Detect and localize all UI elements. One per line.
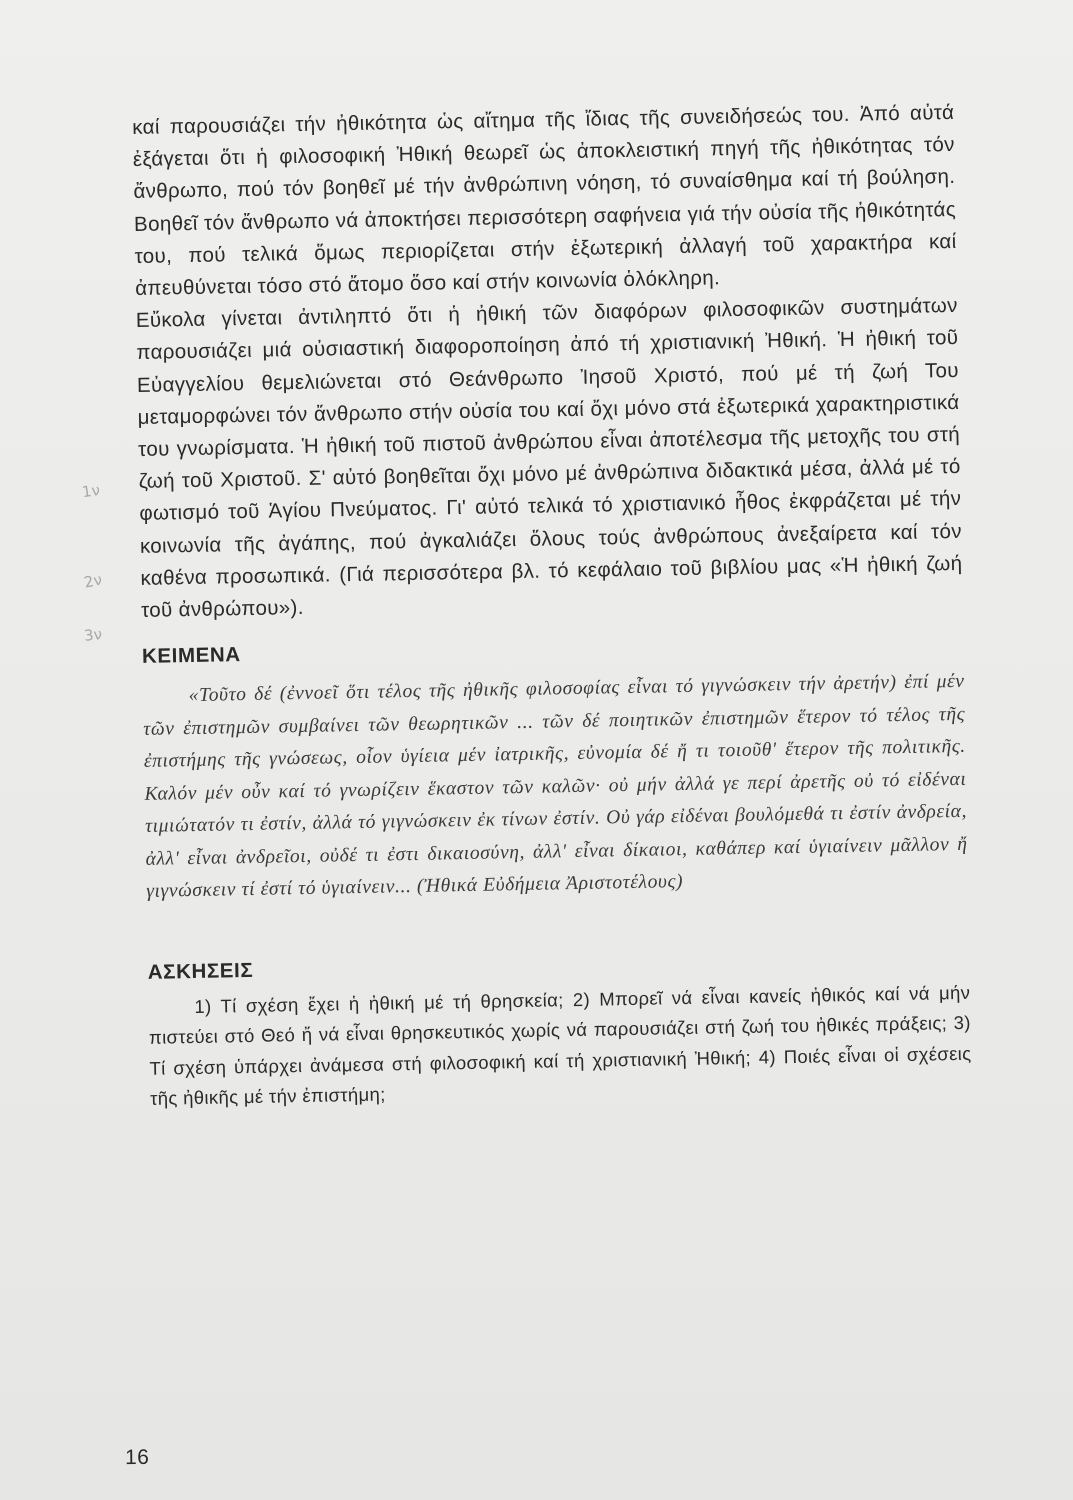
paragraph-2: Εὔκολα γίνεται ἀντιληπτό ὅτι ἡ ἠθική τῶν διαφόρων φιλοσοφικῶν συστημάτων παρουσιάζει μιά οὐσιαστική διαφοροποίηση ἀπό τή χριστιανική Ἠθική. Ἡ ἠθική τοῦ Εὐαγγελίου θεμελιώνεται στό Θεάνθρωπο Ἰησοῦ Χριστό, πού μέ τή ζωή Του μεταμορφώνει τόν ἄνθρωπο στήν οὐσία του καί ὄχι μόνο στά ἐξωτερικά χαρακτηριστικά του γνωρίσματα. Ἡ ἠθική τοῦ πιστοῦ ἀνθρώπου εἶναι ἀποτέλεσμα τῆς μετοχῆς του στή ζωή τοῦ Χριστοῦ. Σ' αὐτό βοηθεῖται ὄχι μόνο μέ ἀνθρώπινα διδακτικά μέσα, ἀλλά μέ τό φωτισμό τοῦ Ἁγίου Πνεύματος. Γι' αὐτό τελικά τό χριστιανικό ἦθος ἐκφράζεται μέ τήν κοινωνία τῆς ἀγάπης, πού ἀγκαλιάζει ὅλους τούς ἀνθρώπους ἀνεξαίρετα καί τόν καθένα προσωπικά. (Γιά περισσότερα βλ. τό κεφάλαιο τοῦ βιβλίου μας «Ἡ ἠθική ζωή τοῦ ἀνθρώπου»). (135, 294, 963, 622)
page-number: 16 (124, 1445, 150, 1470)
margin-note-2: 2ν (82, 570, 104, 592)
margin-note-3: 3ν (83, 625, 103, 645)
margin-note-1: 1ν (80, 480, 102, 502)
exercises-text: 1) Τί σχέση ἔχει ἡ ἠθική μέ τή θρησκεία; 2) Μπορεῖ νά εἶναι κανείς ἠθικός καί νά μήν πιστεύει στό Θεό ἤ νά εἶναι θρησκευτικός χωρίς νά παρουσιάζει στή ζωή του ἠθικές πράξεις; 3) Τί σχέση ὑπάρχει ἀνάμεσα στή φιλοσοφική καί τή χριστιανική Ἠθική; 4) Ποιές εἶναι οἱ σχέσεις τῆς ἠθικῆς μέ τήν ἐπιστήμη; (148, 981, 972, 1110)
texts-heading: ΚΕΙΜΕΝΑ (141, 643, 241, 669)
page-body (132, 97, 972, 1115)
paragraph-1: καί παρουσιάζει τήν ἠθικότητα ὡς αἴτημα τῆς ἴδιας τῆς συνειδήσεώς του. Ἀπό αὐτά ἐξάγεται ὅτι ἡ φιλοσοφική Ἠθική θεωρεῖ ὡς ἀποκλειστική πηγή τῆς ἠθικότητας τόν ἄνθρωπο, πού τόν βοηθεῖ μέ τήν ἀνθρώπινη νόηση, τό συναίσθημα καί τή βούληση. Βοηθεῖ τόν ἄνθρωπο νά ἀποκτήσει περισσότερη σαφήνεια γιά τήν οὐσία τῆς ἠθικότητάς του, πού τελικά ὅμως περιορίζεται στήν ἐξωτερική ἀλλαγή τοῦ χαρακτήρα καί ἀπευθύνεται τόσο στό ἄτομο ὅσο καί στήν κοινωνία ὁλόκληρη. (132, 100, 957, 300)
exercises-heading: ΑΣΚΗΣΕΙΣ (147, 958, 254, 984)
aristotle-quote: «Τοῦτο δέ (ἐννοεῖ ὅτι τέλος τῆς ἠθικῆς φιλοσοφίας εἶναι τό γιγνώσκειν τήν ἀρετήν) ἐπί μέν τῶν ἐπιστημῶν συμβαίνει τῶν θεωρητικῶν ... τῶν δέ ποιητικῶν ἐπιστημῶν ἕτερον τό τέλος τῆς ἐπιστήμης τῆς γνώσεως, οἷον ὑγίεια μέν ἰατρικῆς, εὐνομία δέ ἤ τι τοιοῦθ' ἕτερον τῆς πολιτικῆς. Καλόν μέν οὖν καί τό γνωρίζειν ἕκαστον τῶν καλῶν· οὐ μήν ἀλλά γε περί ἀρετῆς οὐ τό εἰδέναι τιμιώτατόν τι ἐστίν, ἀλλά τό γιγνώσκειν ἐκ τίνων ἐστίν. Οὐ γάρ εἰδέναι βουλόμεθά τι ἐστίν ἀνδρεία, ἀλλ' εἶναι ἀνδρεῖοι, οὐδέ τι ἐστι δικαιοσύνη, ἀλλ' εἶναι δίκαιοι, καθάπερ καί ὑγιαίνειν μᾶλλον ἤ γιγνώσκειν τί ἐστί τό ὑγιαίνειν... (Ἠθικά Εὐδήμεια Ἀριστοτέλους) (143, 671, 968, 903)
